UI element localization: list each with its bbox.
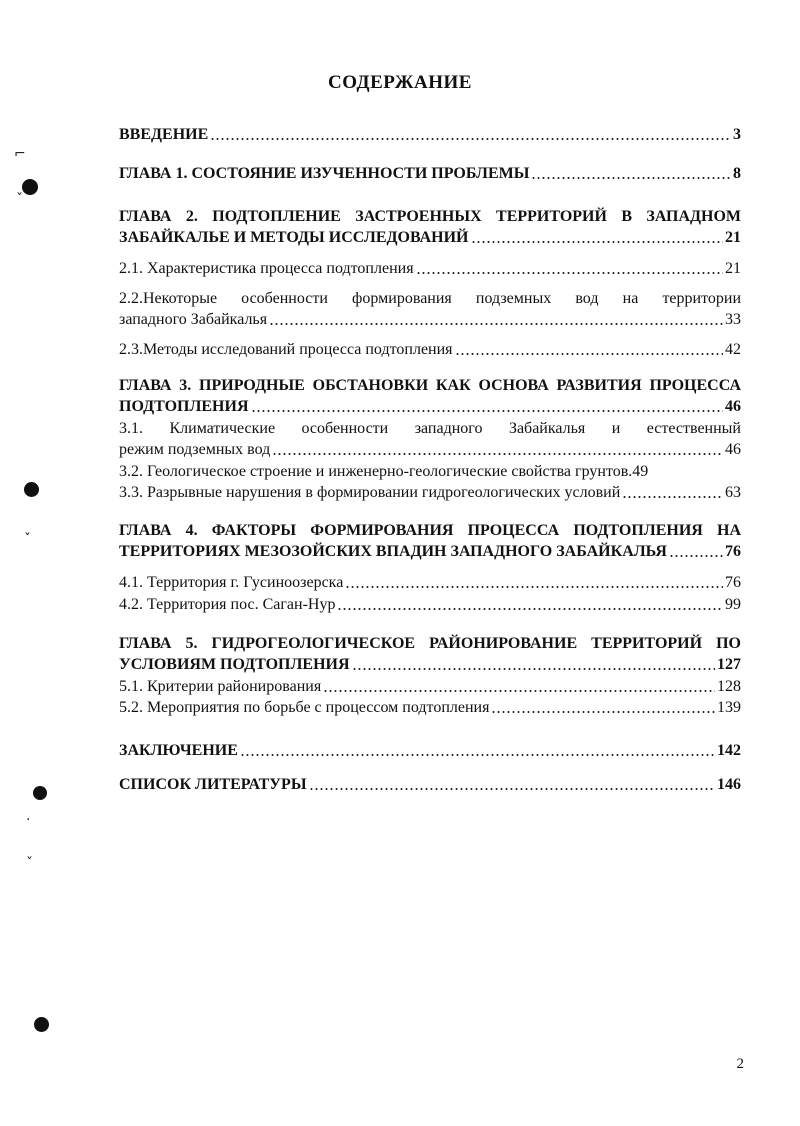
toc-entry-section-3-3[interactable] (119, 482, 741, 503)
toc-page-number: 99 (725, 596, 741, 613)
dot-leader (240, 754, 715, 756)
toc-entry-conclusion[interactable] (119, 740, 741, 761)
toc-entry-text: 2.3.Методы исследований процесса подтопления (119, 341, 453, 358)
toc-entry-chapter-3[interactable] (119, 375, 741, 417)
toc-page-number: 142 (717, 742, 741, 759)
toc-page-number: 21 (725, 260, 741, 277)
toc-entry-section-2-1[interactable] (119, 258, 741, 279)
scan-tick-mark: ⌐ (14, 146, 26, 162)
dot-leader (455, 353, 723, 355)
toc-entry-section-5-1[interactable] (119, 676, 741, 697)
toc-entry-text: 3.3. Разрывные нарушения в формировании гидрогеологических условий (119, 484, 621, 501)
dot-leader (309, 788, 715, 790)
page-title: СОДЕРЖАНИЕ (328, 72, 472, 93)
toc-entry-text: 3.1. Климатические особенности западного Забайкалья и естественный (119, 420, 741, 437)
dot-leader (345, 586, 723, 588)
toc-page-number: 76 (725, 543, 741, 560)
toc-entry-text: ГЛАВА 4. ФАКТОРЫ ФОРМИРОВАНИЯ ПРОЦЕССА ПОДТОПЛЕНИЯ НА (119, 522, 741, 539)
toc-entry-text: ГЛАВА 2. ПОДТОПЛЕНИЕ ЗАСТРОЕННЫХ ТЕРРИТОРИЙ В ЗАПАДНОМ (119, 208, 741, 225)
toc-page-number: 21 (725, 229, 741, 246)
toc-entry-section-5-2[interactable] (119, 697, 741, 718)
dot-leader (622, 496, 723, 498)
toc-entry-text-cont: ТЕРРИТОРИЯХ МЕЗОЗОЙСКИХ ВПАДИН ЗАПАДНОГО ЗАБАЙКАЛЬЯ (119, 543, 667, 560)
dot-leader (531, 177, 731, 179)
toc-page-number: 33 (725, 311, 741, 328)
toc-entry-text: 3.2. Геологическое строение и инженерно-геологические свойства грунтов. (119, 463, 633, 480)
toc-entry-chapter-5[interactable] (119, 633, 741, 675)
toc-entry-introduction[interactable] (119, 124, 741, 145)
toc-entry-text-cont: ПОДТОПЛЕНИЯ (119, 398, 249, 415)
dot-leader (352, 668, 715, 670)
toc-entry-section-3-1[interactable] (119, 418, 741, 460)
toc-page-number: 146 (717, 776, 741, 793)
dot-leader (337, 608, 723, 610)
toc-entry-chapter-4[interactable] (119, 520, 741, 562)
hole-punch-mark (33, 786, 47, 800)
toc-entry-text: ГЛАВА 3. ПРИРОДНЫЕ ОБСТАНОВКИ КАК ОСНОВА РАЗВИТИЯ ПРОЦЕССА (119, 377, 741, 394)
scan-tick-mark: ˇ (26, 856, 33, 872)
dot-leader (269, 323, 723, 325)
dot-leader (669, 555, 723, 557)
dot-leader (471, 241, 724, 243)
dot-leader (416, 272, 723, 274)
toc-page-number: 8 (733, 165, 741, 182)
toc-entry-text: 4.1. Территория г. Гусиноозерска (119, 574, 344, 591)
hole-punch-mark (34, 1017, 49, 1032)
toc-page-number: 46 (725, 441, 741, 458)
toc-entry-text-cont: УСЛОВИЯМ ПОДТОПЛЕНИЯ (119, 656, 350, 673)
hole-punch-mark (22, 179, 38, 195)
toc-entry-section-2-2[interactable] (119, 288, 741, 330)
toc-entry-text: 2.2.Некоторые особенности формирования подземных вод на территории (119, 290, 741, 307)
dot-leader (323, 690, 715, 692)
toc-entry-text-cont: ЗАБАЙКАЛЬЕ И МЕТОДЫ ИССЛЕДОВАНИЙ (119, 229, 469, 246)
scan-tick-mark: ˇ (16, 192, 23, 208)
hole-punch-mark (24, 482, 39, 497)
toc-page-number: 49 (632, 463, 649, 480)
toc-entry-section-3-2[interactable] (119, 461, 741, 482)
toc-entry-text: СПИСОК ЛИТЕРАТУРЫ (119, 776, 307, 793)
toc-page-number: 128 (717, 678, 741, 695)
toc-entry-text: 5.2. Мероприятия по борьбе с процессом подтопления (119, 699, 490, 716)
toc-entry-text: ЗАКЛЮЧЕНИЕ (119, 742, 238, 759)
toc-entry-text: 2.1. Характеристика процесса подтопления (119, 260, 414, 277)
toc-entry-text-cont: западного Забайкалья (119, 311, 268, 328)
scan-tick-mark: ˇ (24, 532, 31, 548)
toc-page-number: 3 (733, 126, 741, 143)
dot-leader (272, 453, 723, 455)
toc-entry-text: 4.2. Территория пос. Саган-Нур (119, 596, 336, 613)
toc-page-number: 76 (725, 574, 741, 591)
toc-page-number: 139 (717, 699, 741, 716)
toc-entry-references[interactable] (119, 774, 741, 795)
scan-tick-mark: · (26, 812, 31, 828)
dot-leader (210, 138, 731, 140)
toc-page-number: 63 (725, 484, 741, 501)
toc-entry-section-4-1[interactable] (119, 572, 741, 593)
toc-entry-chapter-2[interactable] (119, 206, 741, 248)
toc-entry-text: 5.1. Критерии районирования (119, 678, 322, 695)
dot-leader (491, 711, 715, 713)
toc-page-number: 42 (725, 341, 741, 358)
toc-entry-text: ГЛАВА 1. СОСТОЯНИЕ ИЗУЧЕННОСТИ ПРОБЛЕМЫ (119, 165, 530, 182)
toc-entry-text: ВВЕДЕНИЕ (119, 126, 209, 143)
toc-entry-section-2-3[interactable] (119, 339, 741, 360)
toc-entry-text-cont: режим подземных вод (119, 441, 271, 458)
toc-entry-chapter-1[interactable] (119, 163, 741, 184)
toc-page-number: 127 (717, 656, 741, 673)
toc-entry-section-4-2[interactable] (119, 594, 741, 615)
toc-entry-text: ГЛАВА 5. ГИДРОГЕОЛОГИЧЕСКОЕ РАЙОНИРОВАНИЕ ТЕРРИТОРИЙ ПО (119, 635, 741, 652)
dot-leader (251, 410, 724, 412)
toc-page-number: 46 (725, 398, 741, 415)
page-number: 2 (736, 1056, 744, 1072)
